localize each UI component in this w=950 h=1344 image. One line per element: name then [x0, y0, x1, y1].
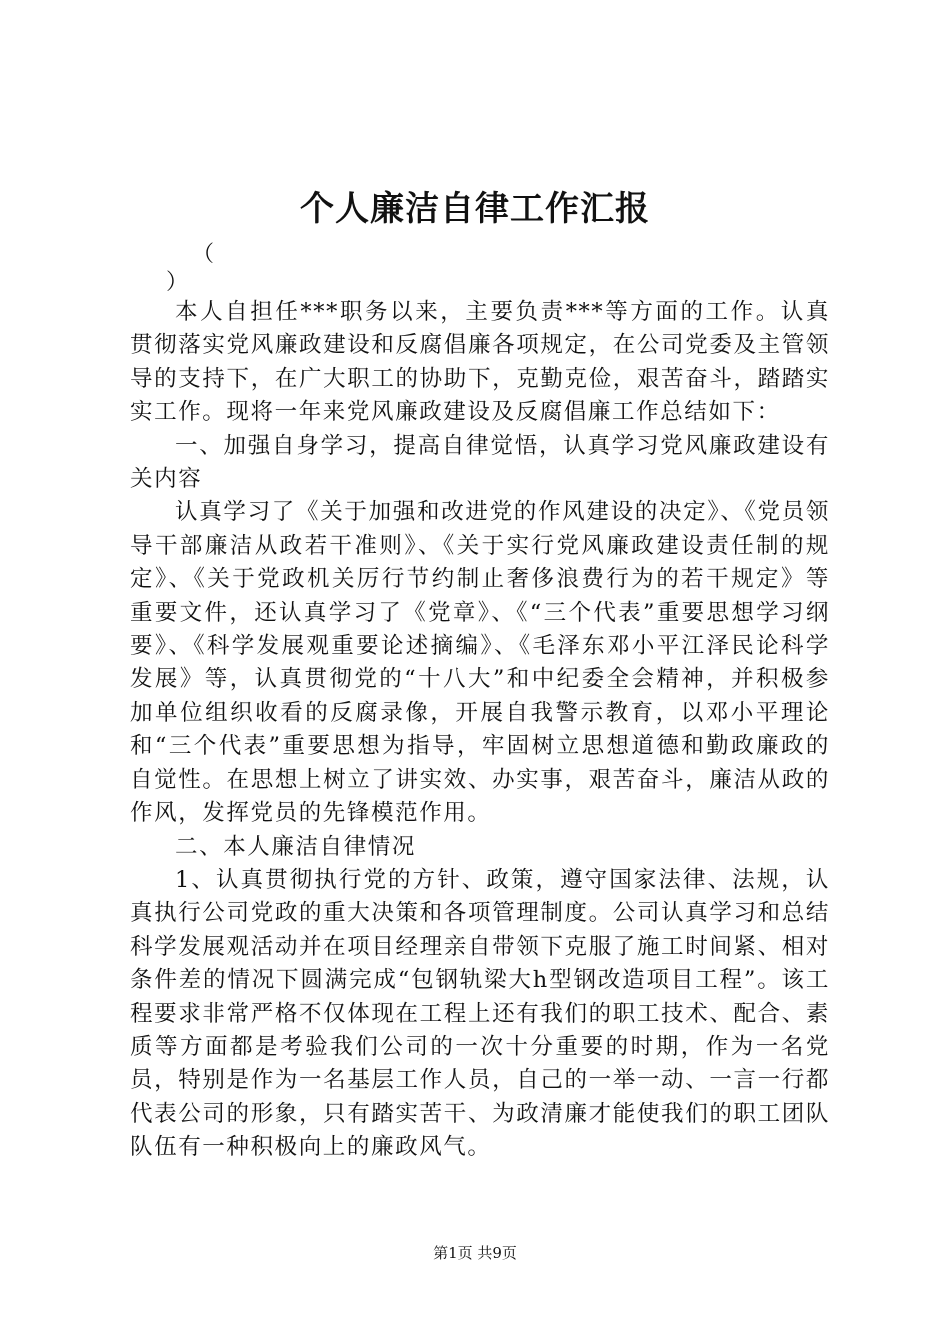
paragraph-study: 认真学习了《关于加强和改进党的作风建设的决定》、《党员领导干部廉洁从政若干准则》、《关于实行党风廉政建设责任制的规定》、《关于党政机关厉行节约制止奢侈浪费行为的若干规定》等重要文件，还认真学习了《党章》、《“三个代表”重要思想学习纲要》、《科学发展观重要论述摘编》、《毛泽东邓小平江泽民论科学发展》等，认真贯彻党的“十八大”和中纪委全会精神，并积极参加单位组织收看的反腐录像，开展自我警示教育，以邓小平理论和“三个代表”重要思想为指导，牢固树立思想道德和勤政廉政的自觉性。在思想上树立了讲实效、办实事，艰苦奋斗，廉洁从政的作风，发挥党员的先锋模范作用。 [130, 499, 830, 827]
paragraph-self-discipline: 1、认真贯彻执行党的方针、政策，遵守国家法律、法规，认真执行公司党政的重大决策和各项管理制度。公司认真学习和总结科学发展观活动并在项目经理亲自带领下克服了施工时间紧、相对条件差的情况下圆满完成“包钢轨梁大h型钢改造项目工程”。该工程要求非常严格不仅体现在工程上还有我们的职工技术、配合、素质等方面都是考验我们公司的一次十分重要的时期，作为一名党员，特别是作为一名基层工作人员，自己的一举一动、一言一行都代表公司的形象，只有踏实苦干、为政清廉才能使我们的职工团队队伍有一种积极向上的廉政风气。 [130, 866, 830, 1161]
paragraph-intro: 本人自担任***职务以来，主要负责***等方面的工作。认真贯彻落实党风廉政建设和反腐倡廉各项规定，在公司党委及主管领导的支持下，在广大职工的协助下，克勤克俭，艰苦奋斗，踏踏实实工作。现将一年来党风廉政建设及反腐倡廉工作总结如下： [130, 299, 830, 426]
close-parenthesis: ） [166, 270, 189, 295]
section-heading-2: 二、本人廉洁自律情况 [175, 833, 417, 860]
section-heading-1: 一、加强自身学习，提高自律觉悟，认真学习党风廉政建设有关内容 [130, 432, 830, 493]
open-parenthesis: （ [192, 242, 215, 267]
page-footer: 第1页 共9页 [433, 1244, 517, 1262]
document-body [130, 296, 830, 1165]
document-title: 个人廉洁自律工作汇报 [300, 189, 650, 229]
